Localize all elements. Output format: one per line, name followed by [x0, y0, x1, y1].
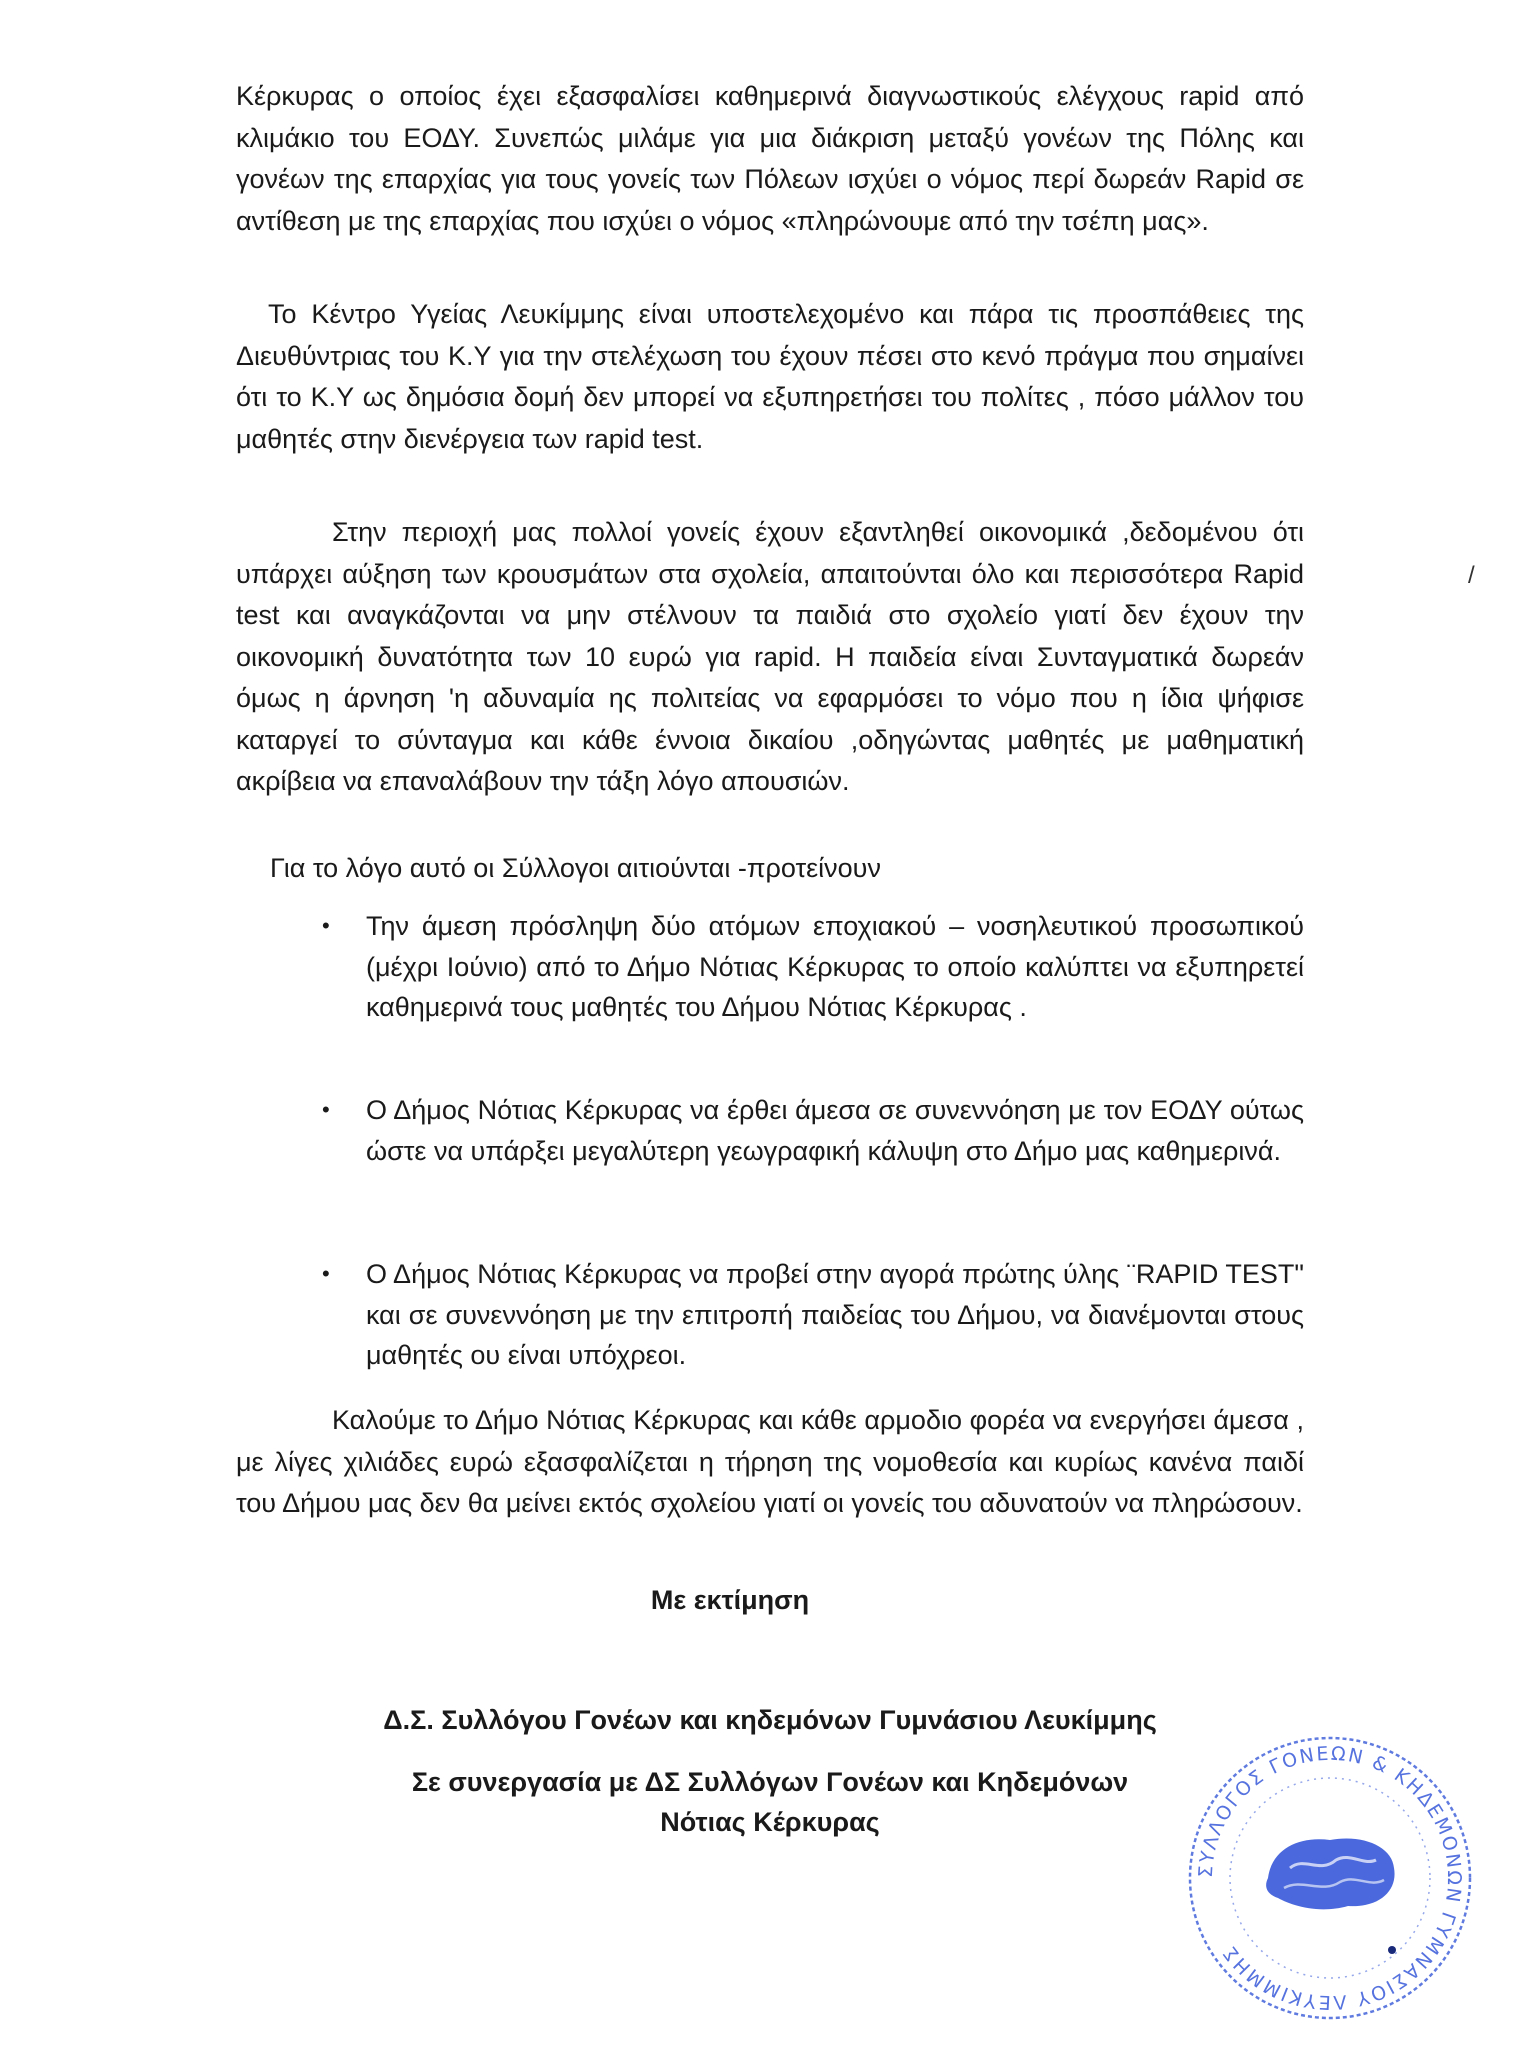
regards-line: Με εκτίμηση: [650, 1585, 810, 1615]
stamp-ring-text: ΣΥΛΛΟΓΟΣ ΓΟΝΕΩΝ & ΚΗΔΕΜΟΝΩΝ ΓΥΜΝΑΣΙΟΥ ΛΕΥΚΙΜΜΗΣ: [1194, 1742, 1466, 2014]
paragraph-health-center: Το Κέντρο Υγείας Λευκίμμης είναι υποστελεχομένο και πάρα τις προσπάθειες της Διευθύντριας του Κ.Υ για την στελέχωση του έχουν πέσει στο κενό πράγμα που σημαίνει ότι το Κ.Υ ως δημόσια δομή δεν μπορεί να εξυπηρετήσει του πολίτες , πόσο μάλλον του μαθητές στην διενέργεια των rapid test.: [236, 299, 1304, 454]
proposal-text: Ο Δήμος Νότιας Κέρκυρας να προβεί στην αγορά πρώτης ύλης ¨RAPID TEST" και σε συνεννόηση με την επιτροπή παιδείας του Δήμου, να διανέμονται στους μαθητές ου είναι υπόχρεοι.: [366, 1259, 1304, 1370]
bullet-icon: •: [322, 1097, 330, 1122]
proposal-text: Την άμεση πρόσληψη δύο ατόμων εποχιακού – νοσηλευτικού προσωπικού (μέχρι Ιούνιο) από το Δήμο Νότιας Κέρκυρας το οποίο καλύπτει να εξυπηρετεί καθημερινά τους μαθητές του Δήμου Νότιας Κέρκυρας .: [366, 911, 1304, 1022]
bullet-icon: •: [322, 913, 330, 938]
cooperation-line: Σε συνεργασία με ΔΣ Συλλόγων Γονέων και Κηδεμόνων: [411, 1767, 1129, 1797]
proposal-item-buy-rapid-tests: [318, 1254, 1304, 1376]
proposal-item-eody-coverage: [318, 1090, 1304, 1171]
bullet-icon: •: [322, 1261, 330, 1286]
paragraph-parents-exhausted: Στην περιοχή μας πολλοί γονείς έχουν εξαντληθεί οικονομικά ,δεδομένου ότι υπάρχει αύξηση των κρουσμάτων στα σχολεία, απαιτούνται όλο και περισσότερα Rapid test και αναγκάζονται να μην στέλνουν τα παιδιά στο σχολείο γιατί δεν έχουν την οικονομική δυνατότητα των 10 ευρώ για rapid. Η παιδεία είναι Συνταγματικά δωρεάν όμως η άρνηση 'η αδυναμία ης πολιτείας να εφαρμόσει το νόμο που η ίδια ψήφισε καταργεί το σύνταγμα και κάθε έννοια δικαίου ,οδηγώντας μαθητές με μαθηματική ακρίβεια να επαναλάβουν την τάξη λόγο απουσιών.: [236, 517, 1304, 796]
stray-mark: /: [1468, 562, 1475, 589]
board-signature: Δ.Σ. Συλλόγου Γονέων και κηδεμόνων Γυμνάσιου Λευκίμμης: [383, 1705, 1157, 1735]
proposal-item-hire-nurses: [318, 906, 1304, 1028]
association-stamp: [1180, 1728, 1480, 2028]
proposals-lead: Για το λόγο αυτό οι Σύλλογοι αιτιούνται -προτείνουν: [270, 853, 881, 883]
proposals-list-3: [318, 1254, 1304, 1376]
proposals-list-2: [318, 1090, 1304, 1171]
paragraph-closing-call: Καλούμε το Δήμο Νότιας Κέρκυρας και κάθε αρμοδιο φορέα να ενεργήσει άμεσα , με λίγες χιλιάδες ευρώ εξασφαλίζεται η τήρηση της νομοθεσία και κυρίως κανένα παιδί του Δήμου μας δεν θα μείνει εκτός σχολείου γιατί οι γονείς του αδυνατούν να πληρώσουν.: [236, 1405, 1304, 1518]
cooperation-line-region: Νότιας Κέρκυρας: [660, 1807, 880, 1837]
stamp-emblem: [1266, 1838, 1394, 1909]
proposal-text: Ο Δήμος Νότιας Κέρκυρας να έρθει άμεσα σε συνεννόηση με τον ΕΟΔΥ ούτως ώστε να υπάρξει μεγαλύτερη γεωγραφική κάλυψη στο Δήμο μας καθημερινά.: [366, 1095, 1304, 1166]
stamp-dot: [1388, 1946, 1396, 1954]
paragraph-rapid-discrimination: Κέρκυρας ο οποίος έχει εξασφαλίσει καθημερινά διαγνωστικούς ελέγχους rapid από κλιμάκιο του ΕΟΔΥ. Συνεπώς μιλάμε για μια διάκριση μεταξύ γονέων της Πόλης και γονέων της επαρχίας για τους γονείς των Πόλεων ισχύει ο νόμος περί δωρεάν Rapid σε αντίθεση με της επαρχίας που ισχύει ο νόμος «πληρώνουμε από την τσέπη μας».: [236, 81, 1304, 236]
proposals-list: [318, 906, 1304, 1028]
